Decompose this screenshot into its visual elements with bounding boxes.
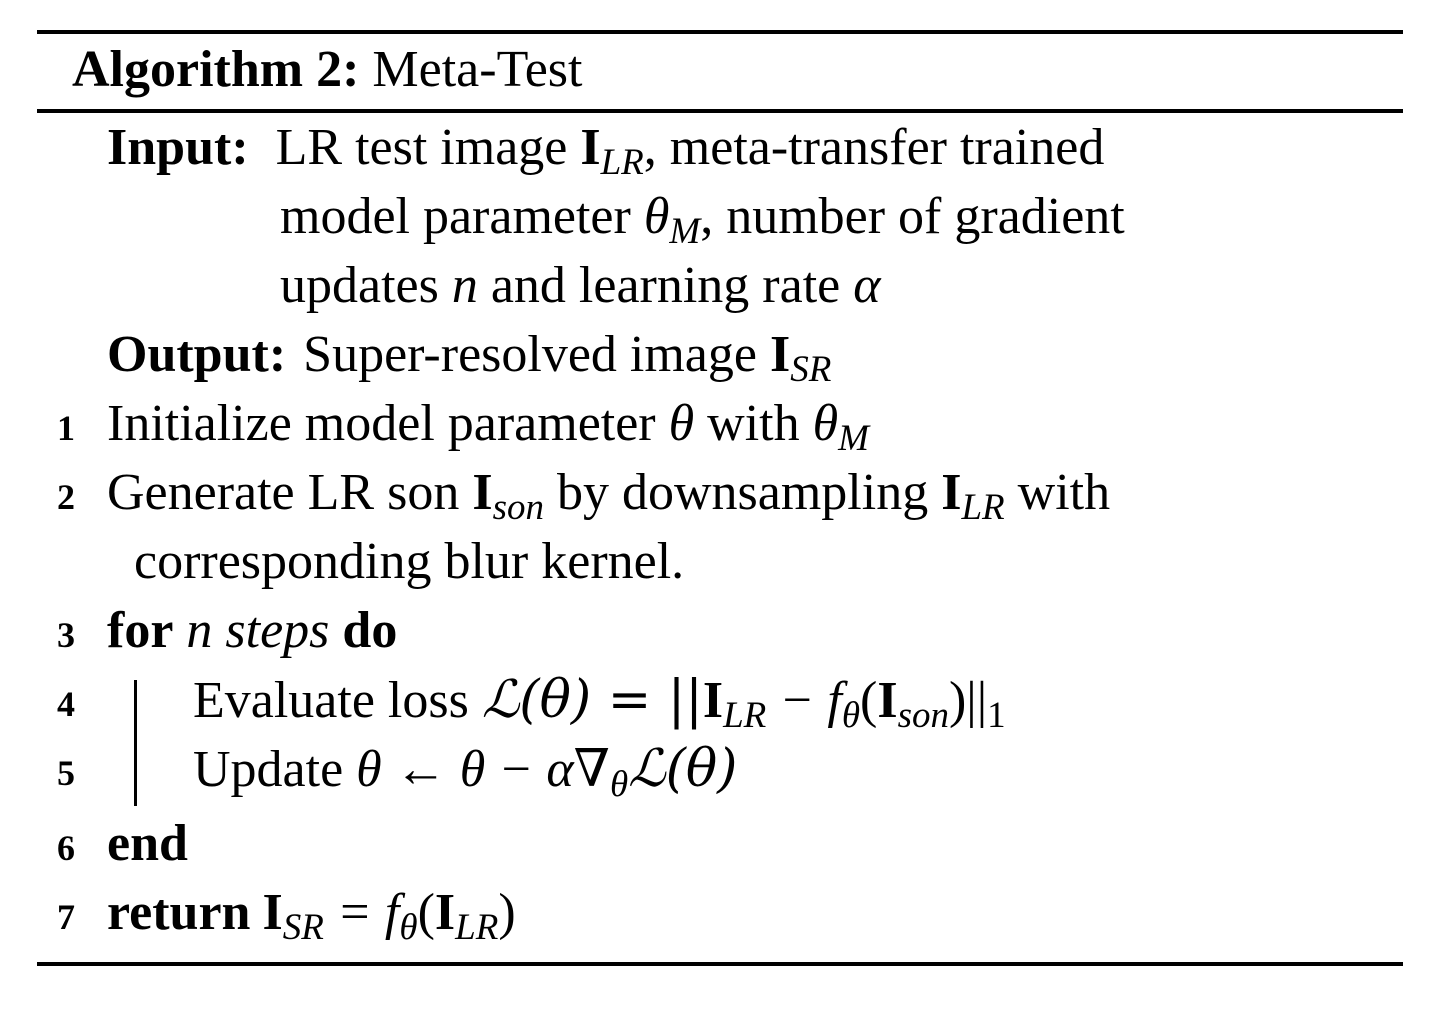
input-text-1: LR test image [275,119,581,176]
input-line-2 [280,187,1125,262]
line-number-1: 1 [57,408,75,448]
for-condition: n steps [173,602,343,659]
step2-mid: by downsampling [543,464,942,521]
algorithm-title: Meta-Test [372,41,583,98]
input-theta: θ [643,188,670,245]
input-text-2: model parameter [280,188,644,245]
step1-with: with [694,395,813,452]
step4-sub-son: son [897,695,949,736]
output-text: Super-resolved image [303,326,770,383]
step-6 [107,814,188,874]
step4-sub-lr: LR [723,695,767,736]
step1-theta-m: θ [812,395,839,452]
step2-sym-ison: I [472,464,493,521]
step4-sym-ilr: I [702,672,724,729]
step5-sub-theta: θ [609,764,629,805]
step2-text: Generate LR son [107,464,473,521]
line-number-7: 7 [57,897,75,937]
input-keyword: Input: [107,119,249,176]
input-sub-m: M [669,211,701,252]
line-number-2: 2 [57,477,75,517]
header-rule [37,109,1403,113]
return-keyword: return [107,884,251,941]
output-line [107,325,831,400]
step7-formula-a: = f [323,884,400,941]
step4-norm-sub: 1 [987,695,1006,736]
input-rest-2: , number of gradient [700,188,1125,245]
output-sub: SR [790,349,832,390]
input-line-1 [107,118,1104,193]
step4-formula-a: ℒ(θ) = || [481,670,703,730]
input-mid-3: and learning rate [477,257,854,314]
line-number-6: 6 [57,828,75,868]
input-alpha: α [853,257,881,314]
step7-sym-ilr: I [434,884,456,941]
step2-sym-ilr: I [941,464,962,521]
step5-formula-b: ℒ(θ) [628,739,738,799]
step-3 [107,601,397,661]
output-sym: I [769,326,791,383]
input-sym-ilr: I [580,119,601,176]
step7-sym-isr: I [262,884,283,941]
step4-sub-theta: θ [841,695,860,736]
algorithm-header [72,40,582,100]
input-sub-lr: LR [600,142,644,183]
input-n: n [451,257,478,314]
step1-text: Initialize model parameter [107,395,669,452]
step5-text: Update [193,741,357,798]
step7-sub-theta: θ [399,907,418,948]
input-line-3 [280,256,881,316]
step4-sym-ison: I [877,672,898,729]
for-keyword: for [107,602,174,659]
step-2 [107,463,1110,538]
line-number-5: 5 [57,753,75,793]
step2-end: with [1004,464,1111,521]
step-1 [107,394,869,469]
step4-text: Evaluate loss [193,672,482,729]
line-number-3: 3 [57,615,75,655]
step7-formula-c: ) [498,884,516,941]
step-7 [107,883,516,958]
step2-sub-lr: LR [961,487,1005,528]
loop-body-bar [134,680,137,806]
step4-formula-d: )|| [948,672,988,729]
step7-formula-b: ( [417,884,435,941]
step-5 [193,739,737,815]
do-keyword: do [342,602,398,659]
algorithm-label: Algorithm 2: [72,41,360,98]
step4-formula-c: ( [860,672,878,729]
step7-sub-sr: SR [282,907,324,948]
step-4 [193,670,1006,746]
step4-formula-b: − f [766,672,842,729]
step-2-continuation: corresponding blur kernel. [134,533,685,590]
top-rule [37,30,1403,34]
step1-sub-m: M [838,418,869,459]
bottom-rule [37,962,1403,966]
line-number-4: 4 [57,684,75,724]
end-keyword: end [107,815,188,872]
input-text-3: updates [280,257,452,314]
step7-sub-lr: LR [455,907,499,948]
output-keyword: Output: [107,326,287,383]
step2-sub-son: son [492,487,544,528]
step5-formula-a: θ ← θ − α∇ [356,741,610,798]
input-rest-1: , meta-transfer trained [643,119,1105,176]
step1-theta: θ [668,395,695,452]
